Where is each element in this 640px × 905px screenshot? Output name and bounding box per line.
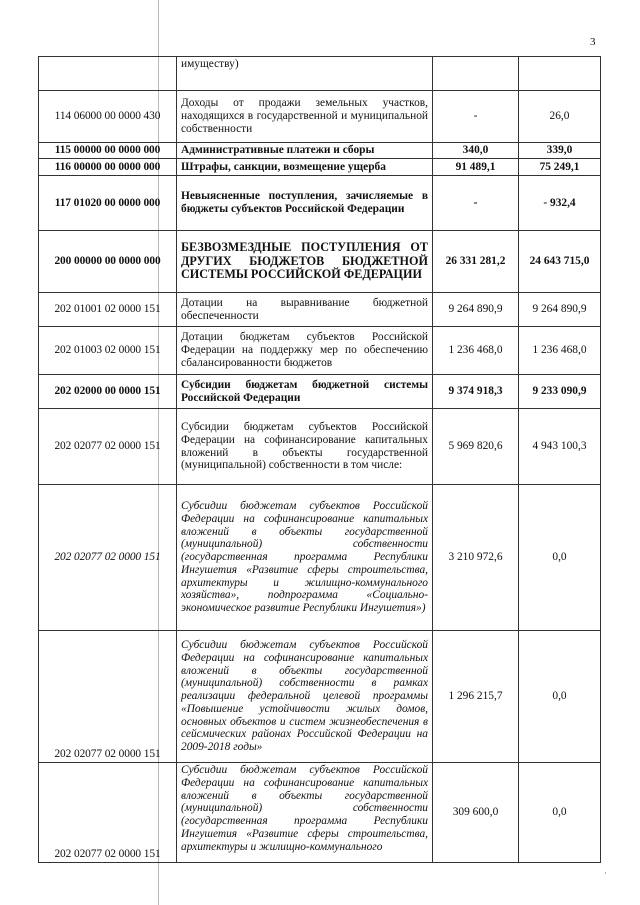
row-description: Штрафы, санкции, возмещение ущерба <box>177 159 433 176</box>
page-number: 3 <box>590 36 596 48</box>
row-value-2: 0,0 <box>519 763 601 863</box>
row-description: БЕЗВОЗМЕЗДНЫЕ ПОСТУПЛЕНИЯ ОТ ДРУГИХ БЮДЖЕТОВ БЮДЖЕТНОЙ СИСТЕМЫ РОССИЙСКОЙ ФЕДЕРАЦИИ <box>177 231 433 293</box>
row-description: Невыясненные поступления, зачисляемые в бюджеты субъектов Российской Федерации <box>177 176 433 231</box>
row-description: Субсидии бюджетам субъектов Российской Федерации на софинансирование капитальных вложений в объекты государственной (муниципальной) собственности в рамках реализации федеральной целевой программы «Повышение устойчивости жилых домов, основных объектов и систем жизнеобеспечения в сейсмических районах Российской Федерации на 2009-2018 годы» <box>177 631 433 763</box>
row-value-2: 26,0 <box>519 91 601 143</box>
row-description: Субсидии бюджетам бюджетной системы Российской Федерации <box>177 375 433 409</box>
table-row <box>39 159 601 176</box>
row-value-1: 340,0 <box>433 143 519 159</box>
table-row <box>39 485 601 631</box>
row-value-2: 0,0 <box>519 485 601 631</box>
row-value-1: - <box>433 176 519 231</box>
row-value-1: - <box>433 91 519 143</box>
row-code: 202 01001 02 0000 151 <box>39 293 177 327</box>
scan-mark: · <box>604 868 607 878</box>
row-code: 116 00000 00 0000 000 <box>39 159 177 176</box>
row-value-2 <box>519 57 601 91</box>
table-row <box>39 143 601 159</box>
row-value-2: 1 236 468,0 <box>519 327 601 375</box>
row-value-1 <box>433 57 519 91</box>
row-value-1: 1 296 215,7 <box>433 631 519 763</box>
row-value-2: 75 249,1 <box>519 159 601 176</box>
row-description: Субсидии бюджетам субъектов Российской Федерации на софинансирование капитальных вложений в объекты государственной (муниципальной) собственности (государственная программа Республики Ингушетия «Развитие сферы строительства, архитектуры и жилищно-коммунального хозяйства», подпрограмма «Социально-экономическое развитие Республики Ингушетия») <box>177 485 433 631</box>
row-value-1: 91 489,1 <box>433 159 519 176</box>
row-value-1: 5 969 820,6 <box>433 409 519 485</box>
row-code: 202 02077 02 0000 151 <box>39 763 177 863</box>
row-description: Административные платежи и сборы <box>177 143 433 159</box>
row-code: 202 02000 00 0000 151 <box>39 375 177 409</box>
row-value-2: 339,0 <box>519 143 601 159</box>
table-row <box>39 375 601 409</box>
table-row <box>39 176 601 231</box>
row-value-1: 3 210 972,6 <box>433 485 519 631</box>
table-row <box>39 231 601 293</box>
row-value-1: 26 331 281,2 <box>433 231 519 293</box>
row-value-2: - 932,4 <box>519 176 601 231</box>
row-description: Дотации бюджетам субъектов Российской Федерации на поддержку мер по обеспечению сбалансированности бюджетов <box>177 327 433 375</box>
row-code: 114 06000 00 0000 430 <box>39 91 177 143</box>
row-code <box>39 57 177 91</box>
row-code: 115 00000 00 0000 000 <box>39 143 177 159</box>
table-row <box>39 293 601 327</box>
row-value-1: 309 600,0 <box>433 763 519 863</box>
row-code: 202 02077 02 0000 151 <box>39 485 177 631</box>
row-description: имуществу) <box>177 57 433 91</box>
revenue-table <box>38 56 601 863</box>
table-row <box>39 91 601 143</box>
table-row <box>39 57 601 91</box>
row-code: 117 01020 00 0000 000 <box>39 176 177 231</box>
row-value-1: 9 264 890,9 <box>433 293 519 327</box>
table-row <box>39 409 601 485</box>
row-value-2: 4 943 100,3 <box>519 409 601 485</box>
table-row <box>39 763 601 863</box>
row-value-1: 9 374 918,3 <box>433 375 519 409</box>
row-value-2: 0,0 <box>519 631 601 763</box>
row-value-2: 9 264 890,9 <box>519 293 601 327</box>
row-description: Доходы от продажи земельных участков, находящихся в государственной и муниципальной собственности <box>177 91 433 143</box>
row-code: 202 02077 02 0000 151 <box>39 409 177 485</box>
row-code: 202 02077 02 0000 151 <box>39 631 177 763</box>
row-value-2: 9 233 090,9 <box>519 375 601 409</box>
row-description: Субсидии бюджетам субъектов Российской Федерации на софинансирование капитальных вложений в объекты государственной (муниципальной) собственности в том числе: <box>177 409 433 485</box>
row-value-2: 24 643 715,0 <box>519 231 601 293</box>
row-description: Субсидии бюджетам субъектов Российской Федерации на софинансирование капитальных вложений в объекты государственной (муниципальной) собственности (государственная программа Республики Ингушетия «Развитие сферы строительства, архитектуры и жилищно-коммунального <box>177 763 433 863</box>
row-value-1: 1 236 468,0 <box>433 327 519 375</box>
row-description: Дотации на выравнивание бюджетной обеспеченности <box>177 293 433 327</box>
row-code: 202 01003 02 0000 151 <box>39 327 177 375</box>
table-row <box>39 631 601 763</box>
table-row <box>39 327 601 375</box>
row-code: 200 00000 00 0000 000 <box>39 231 177 293</box>
